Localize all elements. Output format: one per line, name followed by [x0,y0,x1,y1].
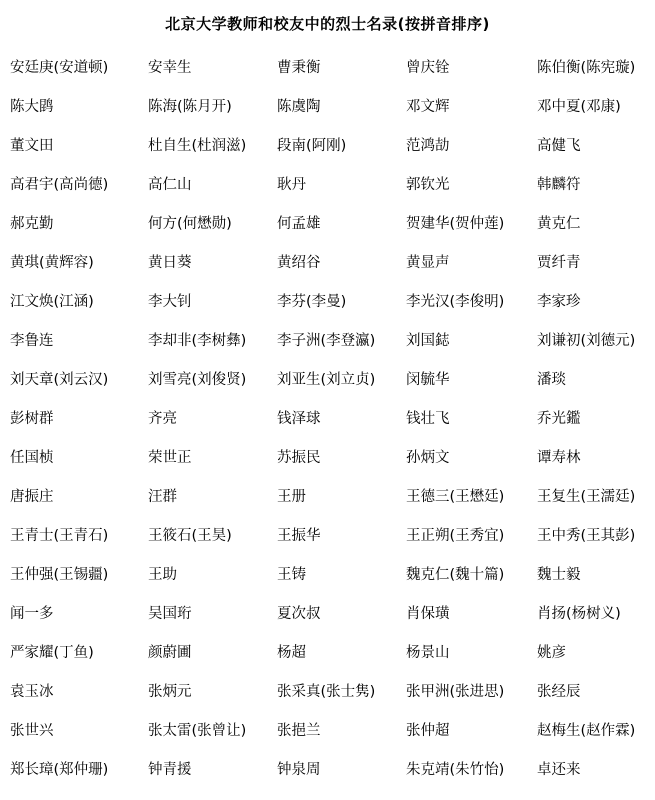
name-entry: 钱壮飞 [406,411,450,427]
name-entry: 王振华 [277,528,321,544]
name-entry: 魏克仁(魏十篇) [406,567,505,583]
name-entry: 刘国鋕 [406,333,450,349]
name-entry: 何孟雄 [277,216,321,232]
name-entry: 卓还来 [537,762,581,778]
name-entry: 魏士毅 [537,567,581,583]
name-entry: 钟青援 [148,762,192,778]
name-entry: 夏次叔 [277,606,321,622]
name-entry: 王德三(王懋廷) [406,489,505,505]
name-entry: 李鲁连 [10,333,54,349]
name-entry: 苏振民 [277,450,321,466]
name-entry: 肖扬(杨树义) [537,606,621,622]
name-entry: 韩麟符 [537,177,581,193]
name-entry: 谭寿林 [537,450,581,466]
name-entry: 齐亮 [148,411,177,427]
name-entry: 邓中夏(邓康) [537,99,621,115]
name-entry: 黄琪(黄辉容) [10,255,94,271]
name-entry: 张采真(张士隽) [277,684,376,700]
name-entry: 朱克靖(朱竹怡) [406,762,505,778]
name-entry: 郑长璋(郑仲珊) [10,762,109,778]
name-entry: 安廷庚(安道顿) [10,60,109,76]
name-entry: 刘亚生(刘立贞) [277,372,376,388]
name-entry: 黄绍谷 [277,255,321,271]
name-entry: 李家珍 [537,294,581,310]
name-entry: 陈海(陈月开) [148,99,232,115]
name-entry: 荣世正 [148,450,192,466]
name-entry: 姚彦 [537,645,566,661]
name-entry: 唐振庄 [10,489,54,505]
name-entry: 杜自生(杜润滋) [148,138,247,154]
name-entry: 潘琰 [537,372,566,388]
name-entry: 李大钊 [148,294,192,310]
name-entry: 颜蔚圃 [148,645,192,661]
name-entry: 曹秉衡 [277,60,321,76]
name-entry: 孙炳文 [406,450,450,466]
name-entry: 刘天章(刘云汉) [10,372,109,388]
name-entry: 张甲洲(张进思) [406,684,505,700]
name-entry: 李子洲(李登瀛) [277,333,376,349]
name-entry: 何方(何懋勋) [148,216,232,232]
name-entry: 张经辰 [537,684,581,700]
name-entry: 郭钦光 [406,177,450,193]
name-entry: 钱泽球 [277,411,321,427]
name-entry: 张挹兰 [277,723,321,739]
name-entry: 王青士(王青石) [10,528,109,544]
name-entry: 杨超 [277,645,306,661]
name-entry: 黄日葵 [148,255,192,271]
name-entry: 赵梅生(赵作霖) [537,723,636,739]
name-entry: 肖保璜 [406,606,450,622]
name-entry: 吴国珩 [148,606,192,622]
name-entry: 任国桢 [10,450,54,466]
name-entry: 闻一多 [10,606,54,622]
name-entry: 安幸生 [148,60,192,76]
name-entry: 王筱石(王昊) [148,528,232,544]
name-entry: 乔光鑑 [537,411,581,427]
name-entry: 杨景山 [406,645,450,661]
page-title: 北京大学教师和校友中的烈士名录(按拼音排序) [165,15,490,33]
name-entry: 彭树群 [10,411,54,427]
name-entry: 严家耀(丁鱼) [10,645,94,661]
name-entry: 刘谦初(刘德元) [537,333,636,349]
name-entry: 陈虞陶 [277,99,321,115]
name-entry: 闵毓华 [406,372,450,388]
name-entry: 高君宇(高尚德) [10,177,109,193]
name-entry: 王中秀(王其彭) [537,528,636,544]
name-entry: 王正朔(王秀宜) [406,528,505,544]
name-entry: 钟泉周 [277,762,321,778]
name-entry: 黄克仁 [537,216,581,232]
name-entry: 李却非(李树彝) [148,333,247,349]
name-entry: 王册 [277,489,306,505]
name-entry: 江文焕(江涵) [10,294,94,310]
name-entry: 高健飞 [537,138,581,154]
name-entry: 袁玉冰 [10,684,54,700]
name-entry: 郝克勤 [10,216,54,232]
name-entry: 陈大鹍 [10,99,54,115]
name-entry: 张太雷(张曾让) [148,723,247,739]
name-entry: 曾庆铨 [406,60,450,76]
name-entry: 李芬(李曼) [277,294,347,310]
name-entry: 张世兴 [10,723,54,739]
name-entry: 陈伯衡(陈宪璇) [537,60,636,76]
name-entry: 耿丹 [277,177,306,193]
name-entry: 李光汉(李俊明) [406,294,505,310]
name-entry: 范鸿劼 [406,138,450,154]
name-entry: 贺建华(贺仲莲) [406,216,505,232]
name-entry: 董文田 [10,138,54,154]
name-entry: 汪群 [148,489,177,505]
name-entry: 张仲超 [406,723,450,739]
name-entry: 段南(阿刚) [277,138,347,154]
name-entry: 王助 [148,567,177,583]
name-entry: 贾纤青 [537,255,581,271]
name-entry: 张炳元 [148,684,192,700]
name-entry: 王铸 [277,567,306,583]
name-entry: 王复生(王濡廷) [537,489,636,505]
name-entry: 邓文辉 [406,99,450,115]
name-entry: 高仁山 [148,177,192,193]
name-entry: 黄显声 [406,255,450,271]
name-entry: 王仲强(王锡疆) [10,567,109,583]
martyr-name-grid [10,49,655,790]
name-entry: 刘雪亮(刘俊贤) [148,372,247,388]
